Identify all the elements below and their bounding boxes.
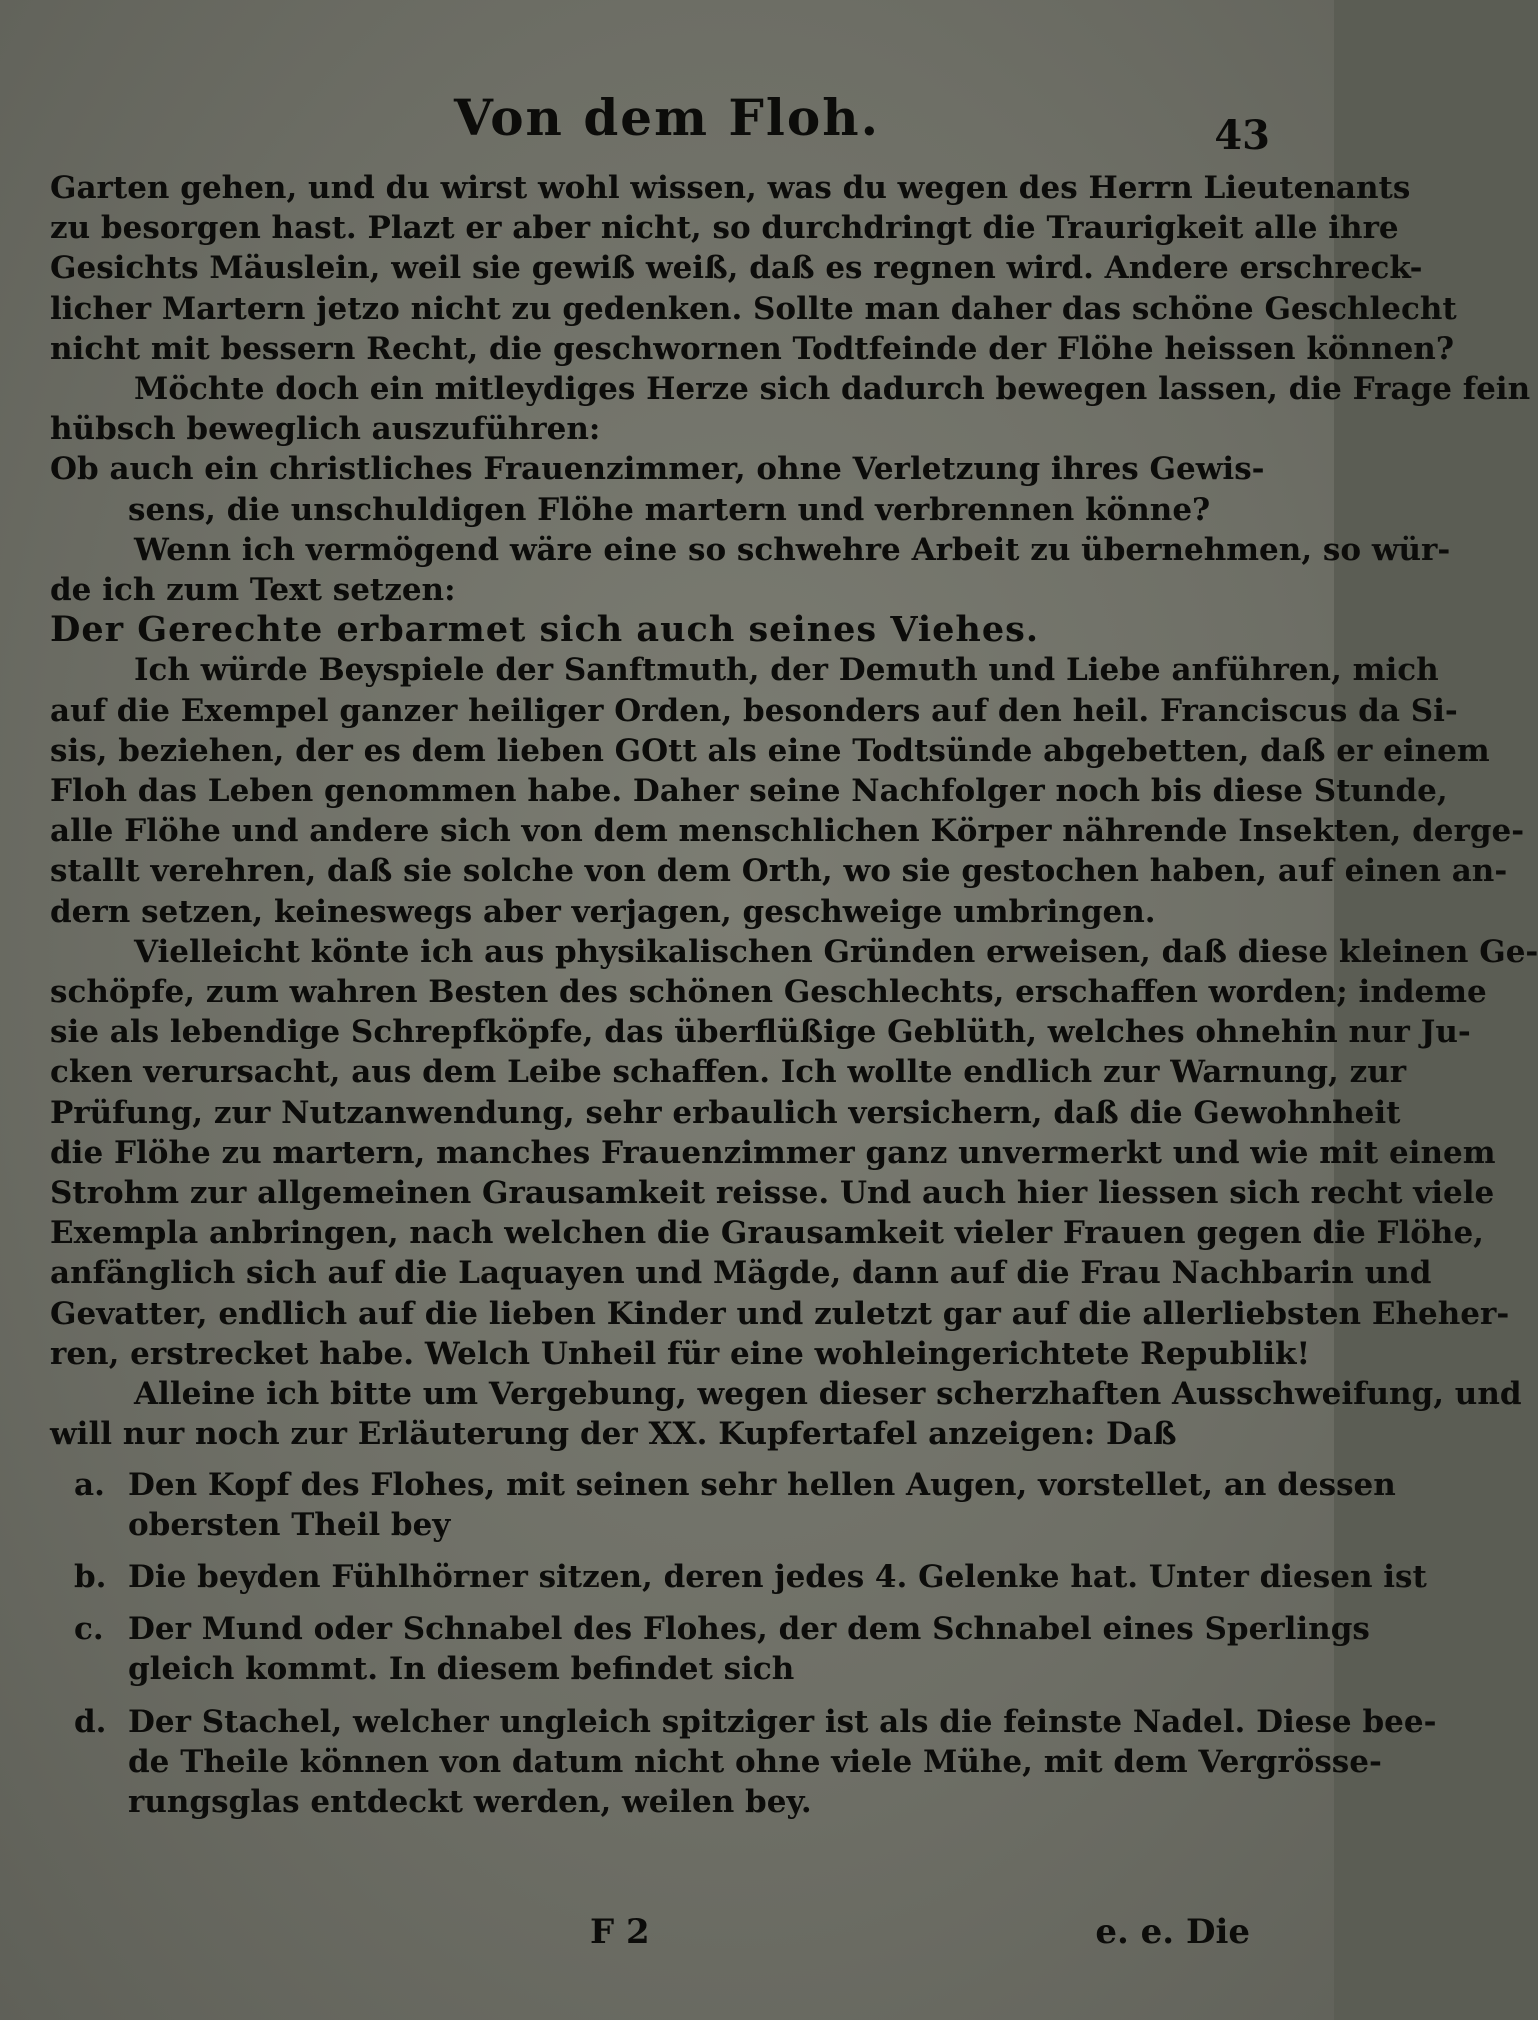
text-line: Möchte doch ein mitleydiges Herze sich dadurch bewegen lassen, die Frage fein [134, 371, 1531, 408]
item-letter: d. [74, 1703, 107, 1740]
item-letter: b. [74, 1558, 107, 1595]
paragraph-5 [50, 932, 1538, 1374]
text-line: nicht mit bessern Recht, die geschwornen Todtfeinde der Flöhe heissen können? [50, 330, 1454, 367]
text-line: auf die Exempel ganzer heiliger Orden, besonders auf den heil. Franciscus da Si- [50, 692, 1458, 729]
text-line: de Theile können von datum nicht ohne viele Mühe, mit dem Vergrösse- [128, 1743, 1382, 1780]
text-line: dern setzen, keineswegs aber verjagen, geschweige umbringen. [50, 893, 1156, 930]
text-line: stallt verehren, daß sie solche von dem Orth, wo sie gestochen haben, auf einen an- [50, 853, 1508, 890]
catchword: e. e. Die [1095, 1912, 1250, 1952]
text-line: sens, die unschuldigen Flöhe martern und verbrennen könne? [128, 491, 1211, 528]
text-line: rungsglas entdeckt werden, weilen bey. [128, 1783, 812, 1820]
text-line: Ich würde Beyspiele der Sanftmuth, der Demuth und Liebe anführen, mich [134, 652, 1439, 689]
item-letter: c. [74, 1611, 104, 1648]
text-line: schöpfe, zum wahren Besten des schönen Geschlechts, erschaffen worden; indeme [50, 974, 1487, 1011]
item-letter: a. [74, 1466, 105, 1503]
motto-text: Der Gerechte erbarmet sich auch seines Viehes. [50, 609, 1040, 651]
paragraph-2 [50, 369, 1531, 449]
text-line: Strohm zur allgemeinen Grausamkeit reisse. Und auch hier liessen sich recht viele [50, 1175, 1495, 1212]
text-line: de ich zum Text setzen: [50, 572, 456, 609]
text-line: Ob auch ein christliches Frauenzimmer, ohne Verletzung ihres Gewis- [50, 451, 1265, 488]
text-line: gleich kommt. In diesem befindet sich [128, 1651, 795, 1688]
question-quote [50, 449, 1265, 529]
text-line: will nur noch zur Erläuterung der XX. Kupfertafel anzeigen: Daß [50, 1416, 1177, 1453]
text-line: Wenn ich vermögend wäre eine so schwehre Arbeit zu übernehmen, so wür- [134, 531, 1451, 568]
text-line: Floh das Leben genommen habe. Daher seine Nachfolger noch bis diese Stunde, [50, 773, 1448, 810]
text-line: sie als lebendige Schrepfköpfe, das überflüßige Geblüth, welches ohnehin nur Ju- [50, 1014, 1471, 1051]
text-line: Vielleicht könte ich aus physikalischen Gründen erweisen, daß diese kleinen Ge- [134, 933, 1538, 970]
text-line: sis, beziehen, der es dem lieben GOtt als eine Todtsünde abgebetten, daß er einem [50, 732, 1490, 769]
text-line: Garten gehen, und du wirst wohl wissen, was du wegen des Herrn Lieutenants [50, 170, 1411, 206]
text-line: Die beyden Fühlhörner sitzen, deren jedes 4. Gelenke hat. Unter diesen ist [128, 1558, 1427, 1595]
page-body [50, 168, 1538, 1834]
text-line: ren, erstrecket habe. Welch Unheil für eine wohleingerichtete Republik! [50, 1335, 1311, 1372]
text-line: Den Kopf des Flohes, mit seinen sehr hellen Augen, vorstellet, an dessen [128, 1466, 1396, 1503]
paragraph-4 [50, 650, 1525, 931]
page-number: 43 [1214, 112, 1270, 159]
text-line: obersten Theil bey [128, 1506, 451, 1543]
signature-mark: F 2 [590, 1912, 650, 1952]
text-line: anfänglich sich auf die Laquayen und Mägde, dann auf die Frau Nachbarin und [50, 1255, 1432, 1292]
running-title: Von dem Floh. [454, 88, 880, 147]
legend-item-b [50, 1557, 1427, 1597]
paragraph-3 [50, 530, 1451, 610]
legend-item-d [50, 1702, 1437, 1823]
text-line: alle Flöhe und andere sich von dem menschlichen Körper nährende Insekten, derge- [50, 813, 1525, 850]
text-line: Prüfung, zur Nutzanwendung, sehr erbaulich versichern, daß die Gewohnheit [50, 1094, 1401, 1131]
text-line: zu besorgen hast. Plazt er aber nicht, so durchdringt die Traurigkeit alle ihre [50, 210, 1399, 247]
paragraph-6 [50, 1374, 1522, 1454]
text-line: Gesichts Mäuslein, weil sie gewiß weiß, daß es regnen wird. Andere erschreck- [50, 250, 1423, 287]
text-line: die Flöhe zu martern, manches Frauenzimmer ganz unvermerkt und wie mit einem [50, 1134, 1496, 1171]
plate-legend-list [50, 1465, 1437, 1823]
text-line: licher Martern jetzo nicht zu gedenken. Sollte man daher das schöne Geschlecht [50, 290, 1457, 327]
text-line: cken verursacht, aus dem Leibe schaffen. Ich wollte endlich zur Warnung, zur [50, 1054, 1407, 1091]
text-line: Der Stachel, welcher ungleich spitziger ist als die feinste Nadel. Diese bee- [128, 1703, 1437, 1740]
legend-item-a [50, 1465, 1396, 1545]
text-line: Gevatter, endlich auf die lieben Kinder und zuletzt gar auf die allerliebsten Eheher- [50, 1295, 1510, 1332]
legend-item-c [50, 1609, 1370, 1689]
text-line: Alleine ich bitte um Vergebung, wegen dieser scherzhaften Ausschweifung, und [134, 1376, 1522, 1413]
paragraph-1 [50, 168, 1457, 369]
text-line: Der Mund oder Schnabel des Flohes, der dem Schnabel eines Sperlings [128, 1611, 1370, 1648]
text-line: Exempla anbringen, nach welchen die Grausamkeit vieler Frauen gegen die Flöhe, [50, 1215, 1484, 1252]
text-line: hübsch beweglich auszuführen: [50, 411, 601, 448]
